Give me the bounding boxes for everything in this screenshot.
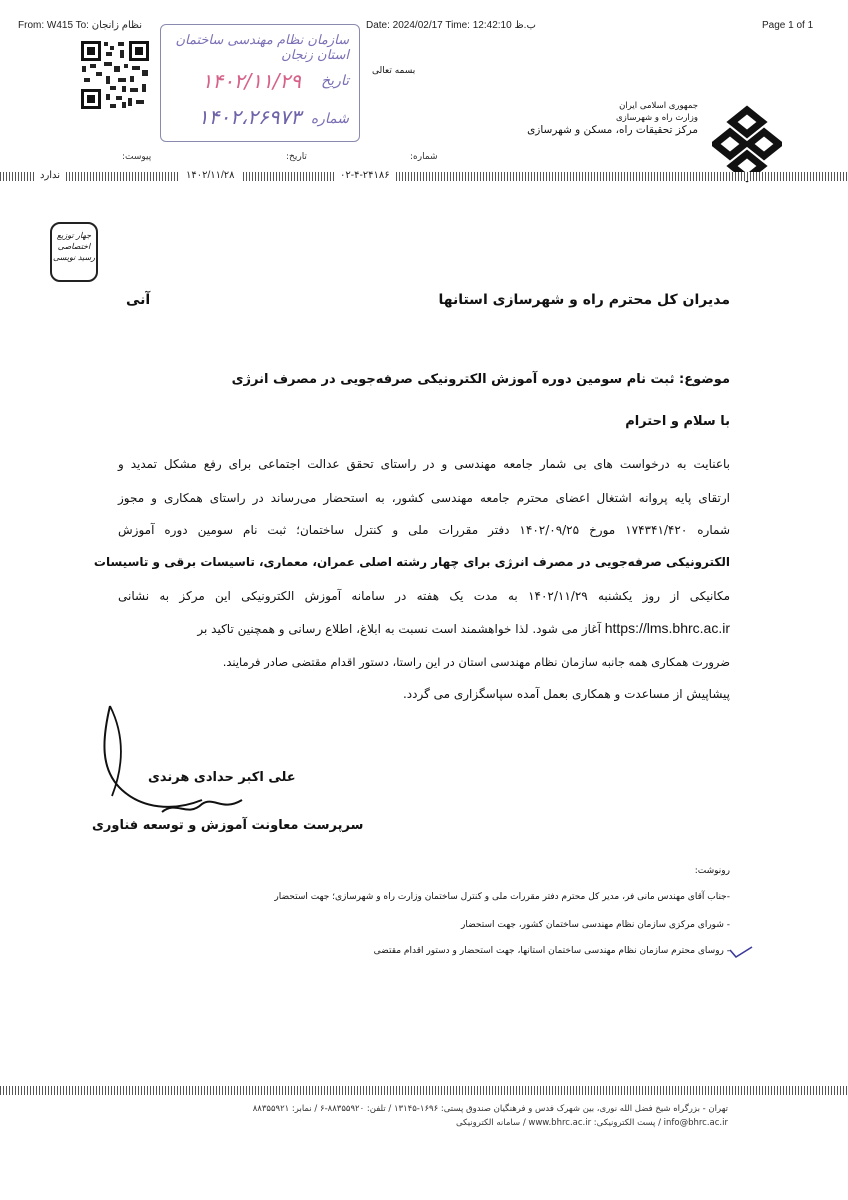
stamp-number-label: شماره bbox=[310, 111, 349, 127]
meta-attach-label: پیوست: bbox=[122, 152, 152, 162]
body-line-5: مکانیکی از روز یکشنبه ۱۴۰۲/۱۱/۲۹ به مدت یک هفته در سامانه آموزش الکترونیکی این مرکز به نشانی bbox=[118, 589, 731, 603]
meta-date-label: تاریخ: bbox=[286, 152, 307, 162]
meta-attach-value: ندارد bbox=[34, 170, 66, 181]
stamp-org: سازمان نظام مهندسی ساختمان استان زنجان bbox=[175, 33, 349, 63]
body-line-4: الکترونیکی صرفه‌جویی در مصرف انرژی برای چهار رشته اصلی عمران، معماری، تاسیسات برقی و تاسیسات bbox=[93, 555, 730, 569]
letterhead-line1: جمهوری اسلامی ایران bbox=[619, 101, 698, 111]
incoming-stamp bbox=[160, 24, 360, 142]
meta-number-label: شماره: bbox=[410, 152, 438, 162]
letterhead-line2: وزارت راه و شهرسازی bbox=[615, 113, 698, 123]
signatory-name: علی اکبر حدادی هرندی bbox=[148, 770, 296, 785]
stamp-date-label: تاریخ bbox=[321, 73, 349, 89]
meta-date-value: ۱۴۰۲/۱۱/۲۸ bbox=[180, 170, 241, 181]
body-line-6-wrap bbox=[118, 618, 730, 639]
lms-url-link[interactable]: https://lms.bhrc.ac.ir bbox=[604, 620, 730, 636]
fax-datetime: Date: 2024/02/17 Time: 12:42:10 ب.ظ bbox=[366, 20, 536, 31]
subject-text: ثبت نام سومین دوره آموزش الکترونیکی صرفه‌جویی در مصرف انرژی bbox=[231, 372, 675, 387]
body-line-2: ارتقای پایه پروانه اشتغال اعضای محترم جامعه مهندسی کشور، به استحضار می‌رساند در راستای همکاری و مجوز bbox=[118, 491, 730, 505]
subject-line bbox=[232, 372, 730, 387]
checkmark-icon bbox=[728, 944, 754, 960]
letterhead-line3: مرکز تحقیقات راه، مسکن و شهرسازی bbox=[527, 124, 698, 136]
cc-line-1: -جناب آقای مهندس مانی فر، مدیر کل محترم دفتر مقررات ملی و کنترل ساختمان وزارت راه و شهرسازی؛ جهت استحضار bbox=[274, 892, 730, 902]
qr-code bbox=[80, 40, 150, 110]
greeting: با سلام و احترام bbox=[625, 414, 730, 429]
footer-line-1: تهران - بزرگراه شیخ فضل الله نوری، بین شهرک فدس و فرهنگیان صندوق پستی: ۱۶۹۶-۱۳۱۴۵ / تلفن: ۸۸۳۵۵۹۲۰-۶ / نمابر: ۸۸۳۵۵۹۲۱ bbox=[252, 1104, 728, 1114]
letterhead-text bbox=[527, 100, 698, 136]
body-line-6: آغاز می شود. لذا خواهشمند است نسبت به ابلاغ، اطلاع رسانی و همچنین تاکید بر bbox=[197, 622, 601, 636]
header-divider bbox=[0, 172, 848, 181]
footer-line-2: info@bhrc.ac.ir / پست الکترونیکی: www.bhrc.ac.ir / سامانه الکترونیکی bbox=[455, 1118, 728, 1128]
fax-page: Page 1 of 1 bbox=[762, 20, 814, 31]
recipient: مدیران کل محترم راه و شهرسازی استانها bbox=[438, 292, 730, 308]
fax-from: From: W415 To: نظام زانجان bbox=[18, 20, 142, 31]
cc-label: رونوشت: bbox=[694, 866, 730, 876]
cc-line-3: - روسای محترم سازمان نظام مهندسی ساختمان استانها، جهت استحضار و دستور اقدام مقتضی bbox=[373, 946, 730, 956]
body-line-1: باعنایت به درخواست های بی شمار جامعه مهندسی و در راستای تحقق عدالت اجتماعی برای رفع مشکل تمدید و bbox=[118, 457, 730, 471]
body-line-7: ضرورت همکاری همه جانبه سازمان نظام مهندسی استان در این راستا، دستور اقدام مقتضی صادر فرمایند. bbox=[222, 655, 730, 669]
body-line-8: پیشاپیش از مساعدت و همکاری بعمل آمده سپاسگزاری می گردد. bbox=[402, 687, 730, 701]
footer-divider bbox=[0, 1086, 848, 1095]
seal-stamp: جهار توزیع اختصاصی رسید نویسی bbox=[50, 222, 98, 282]
subject-label: موضوع: bbox=[679, 372, 730, 387]
meta-number-value: ۰۲-۴-۲۴۱۸۶ bbox=[334, 170, 396, 181]
signatory-title: سرپرست معاونت آموزش و توسعه فناوری bbox=[92, 818, 364, 833]
stamp-date-value: ۱۴۰۲/۱۱/۲۹ bbox=[201, 69, 301, 93]
priority-badge: آنی bbox=[126, 292, 151, 308]
stamp-number-value: ۱۴۰۲،۲۶۹۷۳ bbox=[197, 105, 301, 129]
bismillah: بسمه تعالی bbox=[372, 66, 416, 76]
body-line-3: شماره ۱۷۴۳۴۱/۴۲۰ مورخ ۱۴۰۲/۰۹/۲۵ دفتر مقررات ملی و کنترل ساختمان؛ ثبت نام سومین دوره آموزش bbox=[118, 523, 730, 537]
cc-line-2: - شورای مرکزی سازمان نظام مهندسی ساختمان کشور، جهت استحضار bbox=[461, 920, 730, 930]
